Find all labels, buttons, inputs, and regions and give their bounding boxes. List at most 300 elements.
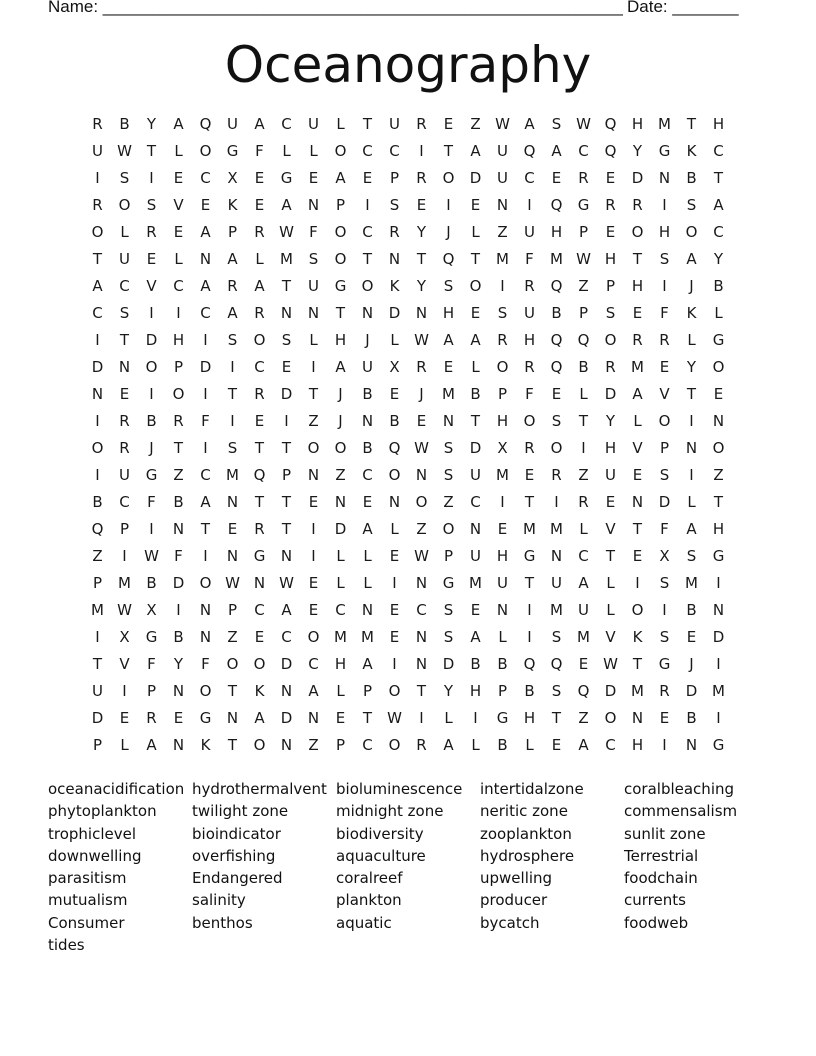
grid-letter: R	[524, 358, 535, 376]
grid-letter: O	[199, 574, 212, 592]
grid-letter: A	[308, 682, 319, 700]
grid-letter: T	[173, 439, 184, 457]
word-list-item: trophiclevel	[48, 824, 137, 843]
grid-letter: A	[524, 115, 535, 133]
grid-letter: N	[334, 493, 347, 511]
grid-letter: T	[632, 655, 643, 673]
grid-letter: O	[388, 682, 401, 700]
grid-letter: U	[605, 466, 616, 484]
grid-letter: E	[416, 412, 427, 430]
grid-letter: B	[470, 385, 481, 403]
grid-letter: E	[227, 520, 238, 538]
grid-letter: I	[635, 574, 640, 592]
grid-letter: M	[226, 466, 239, 484]
grid-letter: T	[686, 115, 697, 133]
grid-letter: I	[311, 520, 316, 538]
grid-letter: C	[281, 628, 292, 646]
grid-letter: A	[173, 115, 184, 133]
grid-letter: W	[387, 709, 402, 727]
grid-letter: O	[604, 331, 617, 349]
grid-letter: Z	[578, 466, 589, 484]
grid-letter: A	[443, 331, 454, 349]
grid-letter: O	[658, 412, 671, 430]
grid-letter: I	[149, 520, 154, 538]
grid-row	[84, 438, 732, 465]
grid-letter: Z	[308, 736, 319, 754]
grid-letter: N	[415, 655, 428, 673]
grid-letter: R	[497, 331, 508, 349]
grid-letter: T	[551, 709, 562, 727]
grid-letter: B	[362, 439, 373, 457]
word-list-item: aquatic	[336, 913, 392, 932]
grid-letter: R	[578, 169, 589, 187]
grid-letter: A	[281, 601, 292, 619]
grid-letter: I	[689, 466, 694, 484]
grid-letter: J	[149, 439, 154, 457]
grid-letter: T	[281, 520, 292, 538]
grid-letter: C	[713, 142, 724, 160]
word-list-item: parasitism	[48, 869, 127, 888]
grid-letter: I	[149, 169, 154, 187]
grid-letter: A	[713, 196, 724, 214]
grid-letter: O	[253, 655, 266, 673]
grid-letter: J	[419, 385, 424, 403]
grid-letter: A	[254, 115, 265, 133]
word-list-item: aquaculture	[336, 846, 426, 865]
word-list-item: hydrothermalvent	[192, 780, 327, 798]
grid-letter: D	[172, 574, 185, 592]
grid-letter: E	[524, 466, 535, 484]
grid-letter: I	[527, 628, 532, 646]
grid-letter: H	[496, 412, 509, 430]
grid-letter: G	[712, 547, 725, 565]
grid-letter: G	[658, 142, 671, 160]
grid-letter: W	[144, 547, 159, 565]
grid-letter: A	[254, 709, 265, 727]
grid-letter: Y	[632, 142, 643, 160]
grid-letter: P	[227, 223, 238, 241]
grid-letter: S	[686, 547, 697, 565]
grid-letter: M	[442, 385, 455, 403]
grid-letter: L	[282, 142, 291, 160]
grid-letter: R	[254, 304, 265, 322]
grid-letter: T	[92, 250, 103, 268]
grid-letter: H	[442, 304, 455, 322]
grid-letter: D	[91, 709, 104, 727]
grid-letter: I	[230, 358, 235, 376]
grid-letter: U	[92, 682, 103, 700]
grid-letter: E	[308, 601, 319, 619]
grid-letter: L	[336, 574, 345, 592]
grid-letter: N	[469, 520, 482, 538]
grid-row	[84, 627, 732, 654]
word-list-item: biodiversity	[336, 824, 424, 843]
grid-letter: N	[199, 601, 212, 619]
grid-letter: O	[550, 439, 563, 457]
grid-letter: T	[146, 142, 157, 160]
grid-letter: Z	[443, 493, 454, 511]
grid-letter: I	[284, 412, 289, 430]
grid-letter: Z	[308, 412, 319, 430]
grid-letter: X	[659, 547, 670, 565]
grid-letter: N	[631, 709, 644, 727]
grid-letter: T	[281, 277, 292, 295]
word-list-item: overfishing	[192, 846, 276, 865]
grid-letter: R	[254, 223, 265, 241]
word-list-item: midnight zone	[336, 802, 444, 821]
grid-letter: M	[631, 682, 644, 700]
grid-letter: J	[689, 277, 694, 295]
grid-row	[84, 735, 732, 762]
grid-letter: L	[363, 574, 372, 592]
grid-letter: E	[254, 412, 265, 430]
grid-letter: A	[578, 574, 589, 592]
grid-letter: C	[254, 358, 265, 376]
grid-letter: Q	[388, 439, 401, 457]
grid-letter: W	[117, 142, 132, 160]
grid-letter: C	[578, 142, 589, 160]
grid-letter: L	[336, 115, 345, 133]
grid-letter: L	[309, 331, 318, 349]
grid-row	[84, 492, 732, 519]
grid-letter: U	[119, 466, 130, 484]
grid-letter: Q	[550, 277, 563, 295]
grid-letter: E	[713, 385, 724, 403]
grid-letter: P	[362, 682, 373, 700]
grid-letter: M	[550, 520, 563, 538]
grid-letter: I	[122, 682, 127, 700]
grid-letter: T	[227, 736, 238, 754]
grid-letter: R	[551, 466, 562, 484]
grid-letter: G	[523, 547, 536, 565]
grid-letter: S	[551, 412, 562, 430]
grid-letter: C	[389, 142, 400, 160]
grid-row	[84, 708, 732, 735]
grid-letter: I	[95, 331, 100, 349]
grid-letter: R	[578, 493, 589, 511]
word-list-column	[336, 778, 480, 934]
grid-letter: P	[92, 574, 103, 592]
grid-letter: E	[686, 628, 697, 646]
grid-letter: N	[415, 628, 428, 646]
grid-letter: B	[146, 574, 157, 592]
grid-letter: A	[578, 736, 589, 754]
grid-row	[84, 681, 732, 708]
word-list-item: coralreef	[336, 869, 403, 888]
grid-letter: E	[389, 601, 400, 619]
grid-letter: L	[471, 223, 480, 241]
grid-letter: J	[446, 223, 451, 241]
grid-letter: I	[662, 277, 667, 295]
grid-letter: I	[176, 304, 181, 322]
grid-letter: L	[714, 304, 723, 322]
grid-row	[84, 141, 732, 168]
grid-letter: E	[173, 169, 184, 187]
grid-letter: O	[253, 736, 266, 754]
grid-letter: V	[119, 655, 130, 673]
word-list-item: sunlit zone	[624, 824, 706, 843]
grid-letter: O	[496, 358, 509, 376]
grid-letter: N	[631, 493, 644, 511]
grid-letter: J	[365, 331, 370, 349]
grid-letter: T	[254, 493, 265, 511]
grid-letter: B	[92, 493, 103, 511]
grid-letter: S	[281, 331, 292, 349]
grid-letter: O	[388, 736, 401, 754]
grid-letter: I	[446, 196, 451, 214]
grid-row	[84, 546, 732, 573]
grid-letter: D	[91, 358, 104, 376]
grid-letter: E	[173, 223, 184, 241]
grid-letter: O	[307, 628, 320, 646]
grid-letter: F	[660, 304, 669, 322]
grid-letter: D	[280, 709, 293, 727]
grid-letter: V	[659, 385, 670, 403]
grid-letter: E	[605, 169, 616, 187]
grid-letter: A	[632, 385, 643, 403]
grid-letter: M	[577, 628, 590, 646]
grid-letter: E	[632, 466, 643, 484]
word-list-item: Consumer	[48, 913, 125, 932]
grid-letter: N	[280, 304, 293, 322]
grid-letter: N	[442, 412, 455, 430]
grid-letter: I	[311, 547, 316, 565]
grid-letter: O	[361, 277, 374, 295]
grid-letter: M	[496, 466, 509, 484]
grid-letter: D	[388, 304, 401, 322]
grid-letter: L	[525, 736, 534, 754]
grid-letter: I	[203, 439, 208, 457]
grid-letter: R	[173, 412, 184, 430]
grid-letter: O	[469, 277, 482, 295]
word-list-item: twilight zone	[192, 802, 289, 821]
word-list-item: upwelling	[480, 869, 553, 888]
worksheet-header	[48, 0, 768, 24]
grid-letter: U	[551, 574, 562, 592]
word-list-item: bioindicator	[192, 824, 281, 843]
grid-letter: W	[603, 655, 618, 673]
grid-letter: I	[95, 412, 100, 430]
grid-letter: U	[578, 601, 589, 619]
grid-letter: S	[443, 601, 454, 619]
grid-letter: B	[389, 412, 400, 430]
grid-letter: O	[91, 439, 104, 457]
grid-letter: P	[92, 736, 103, 754]
grid-letter: A	[281, 196, 292, 214]
grid-letter: R	[92, 115, 103, 133]
grid-letter: L	[363, 547, 372, 565]
grid-letter: Z	[578, 709, 589, 727]
grid-letter: G	[145, 628, 158, 646]
grid-letter: I	[230, 412, 235, 430]
grid-letter: N	[253, 574, 266, 592]
grid-letter: H	[334, 331, 347, 349]
grid-letter: P	[578, 223, 589, 241]
grid-letter: P	[578, 304, 589, 322]
word-list-item: tides	[48, 936, 85, 955]
grid-letter: L	[471, 358, 480, 376]
grid-letter: H	[712, 115, 725, 133]
grid-letter: C	[119, 493, 130, 511]
grid-letter: N	[307, 304, 320, 322]
word-list-item: commensalism	[624, 802, 738, 821]
word-list-item: bycatch	[480, 913, 540, 932]
grid-letter: B	[497, 655, 508, 673]
grid-letter: R	[605, 358, 616, 376]
grid-letter: I	[689, 412, 694, 430]
grid-row	[84, 222, 732, 249]
grid-letter: I	[419, 142, 424, 160]
grid-letter: L	[606, 574, 615, 592]
grid-letter: O	[253, 331, 266, 349]
grid-letter: N	[91, 385, 104, 403]
grid-letter: C	[92, 304, 103, 322]
word-list-item: phytoplankton	[48, 802, 157, 821]
grid-letter: L	[336, 682, 345, 700]
grid-letter: K	[254, 682, 265, 700]
grid-letter: B	[146, 412, 157, 430]
grid-letter: F	[660, 520, 669, 538]
grid-letter: L	[120, 736, 129, 754]
grid-letter: I	[554, 493, 559, 511]
grid-letter: R	[416, 169, 427, 187]
word-list-column	[480, 778, 624, 934]
grid-letter: S	[227, 439, 238, 457]
grid-letter: Y	[443, 682, 454, 700]
grid-letter: Q	[523, 655, 536, 673]
grid-letter: T	[227, 682, 238, 700]
grid-row	[84, 357, 732, 384]
grid-letter: C	[524, 169, 535, 187]
grid-letter: S	[551, 682, 562, 700]
grid-letter: T	[254, 439, 265, 457]
grid-letter: Q	[442, 250, 455, 268]
grid-letter: M	[523, 520, 536, 538]
grid-letter: Q	[577, 331, 590, 349]
grid-letter: T	[119, 331, 130, 349]
grid-letter: N	[415, 574, 428, 592]
grid-letter: E	[416, 196, 427, 214]
grid-letter: R	[146, 709, 157, 727]
grid-letter: U	[470, 547, 481, 565]
grid-letter: P	[146, 682, 157, 700]
grid-letter: N	[388, 493, 401, 511]
grid-letter: O	[631, 223, 644, 241]
grid-letter: T	[713, 169, 724, 187]
grid-letter: I	[500, 493, 505, 511]
grid-letter: C	[362, 466, 373, 484]
grid-letter: Q	[550, 196, 563, 214]
word-list-item: benthos	[192, 913, 253, 932]
grid-letter: E	[578, 655, 589, 673]
grid-letter: L	[687, 493, 696, 511]
grid-letter: E	[470, 304, 481, 322]
grid-letter: B	[470, 655, 481, 673]
grid-letter: O	[145, 358, 158, 376]
grid-letter: E	[281, 358, 292, 376]
grid-letter: E	[254, 196, 265, 214]
grid-letter: A	[200, 493, 211, 511]
grid-letter: C	[362, 142, 373, 160]
grid-letter: O	[712, 439, 725, 457]
grid-letter: N	[712, 601, 725, 619]
word-list-item: producer	[480, 891, 548, 910]
grid-letter: L	[336, 547, 345, 565]
grid-letter: E	[335, 709, 346, 727]
grid-letter: B	[578, 358, 589, 376]
grid-letter: E	[389, 628, 400, 646]
grid-letter: O	[523, 412, 536, 430]
grid-letter: C	[416, 601, 427, 619]
grid-letter: R	[119, 412, 130, 430]
grid-letter: Z	[578, 277, 589, 295]
grid-letter: A	[362, 655, 373, 673]
grid-letter: Z	[470, 115, 481, 133]
grid-letter: Z	[335, 466, 346, 484]
grid-letter: N	[172, 736, 185, 754]
grid-letter: A	[254, 277, 265, 295]
grid-letter: P	[497, 682, 508, 700]
grid-letter: E	[443, 358, 454, 376]
grid-letter: R	[254, 520, 265, 538]
grid-letter: B	[497, 736, 508, 754]
grid-letter: N	[685, 439, 698, 457]
grid-row	[84, 654, 732, 681]
grid-letter: V	[632, 439, 643, 457]
grid-letter: O	[334, 142, 347, 160]
grid-letter: R	[254, 385, 265, 403]
grid-letter: C	[254, 601, 265, 619]
grid-letter: N	[280, 736, 293, 754]
grid-letter: D	[442, 655, 455, 673]
grid-letter: W	[495, 115, 510, 133]
grid-letter: H	[496, 547, 509, 565]
grid-letter: O	[307, 439, 320, 457]
grid-letter: T	[281, 493, 292, 511]
grid-letter: S	[659, 466, 670, 484]
grid-letter: N	[226, 547, 239, 565]
grid-letter: H	[334, 655, 347, 673]
grid-letter: H	[469, 682, 482, 700]
grid-letter: O	[118, 196, 131, 214]
grid-letter: R	[524, 277, 535, 295]
grid-letter: C	[308, 655, 319, 673]
grid-letter: U	[119, 250, 130, 268]
grid-letter: U	[470, 466, 481, 484]
grid-letter: U	[497, 574, 508, 592]
grid-letter: E	[362, 169, 373, 187]
grid-letter: Q	[550, 655, 563, 673]
grid-letter: T	[281, 439, 292, 457]
grid-letter: Q	[577, 682, 590, 700]
grid-letter: I	[662, 736, 667, 754]
grid-letter: P	[443, 547, 454, 565]
grid-letter: T	[416, 250, 427, 268]
grid-letter: E	[551, 736, 562, 754]
grid-letter: N	[307, 709, 320, 727]
grid-letter: M	[685, 574, 698, 592]
grid-letter: E	[119, 709, 130, 727]
word-list-item: plankton	[336, 891, 402, 910]
grid-letter: D	[631, 169, 644, 187]
grid-letter: T	[524, 574, 535, 592]
grid-letter: N	[226, 493, 239, 511]
grid-letter: N	[280, 547, 293, 565]
grid-letter: U	[362, 358, 373, 376]
grid-letter: H	[604, 250, 617, 268]
grid-letter: A	[443, 736, 454, 754]
grid-letter: I	[176, 601, 181, 619]
